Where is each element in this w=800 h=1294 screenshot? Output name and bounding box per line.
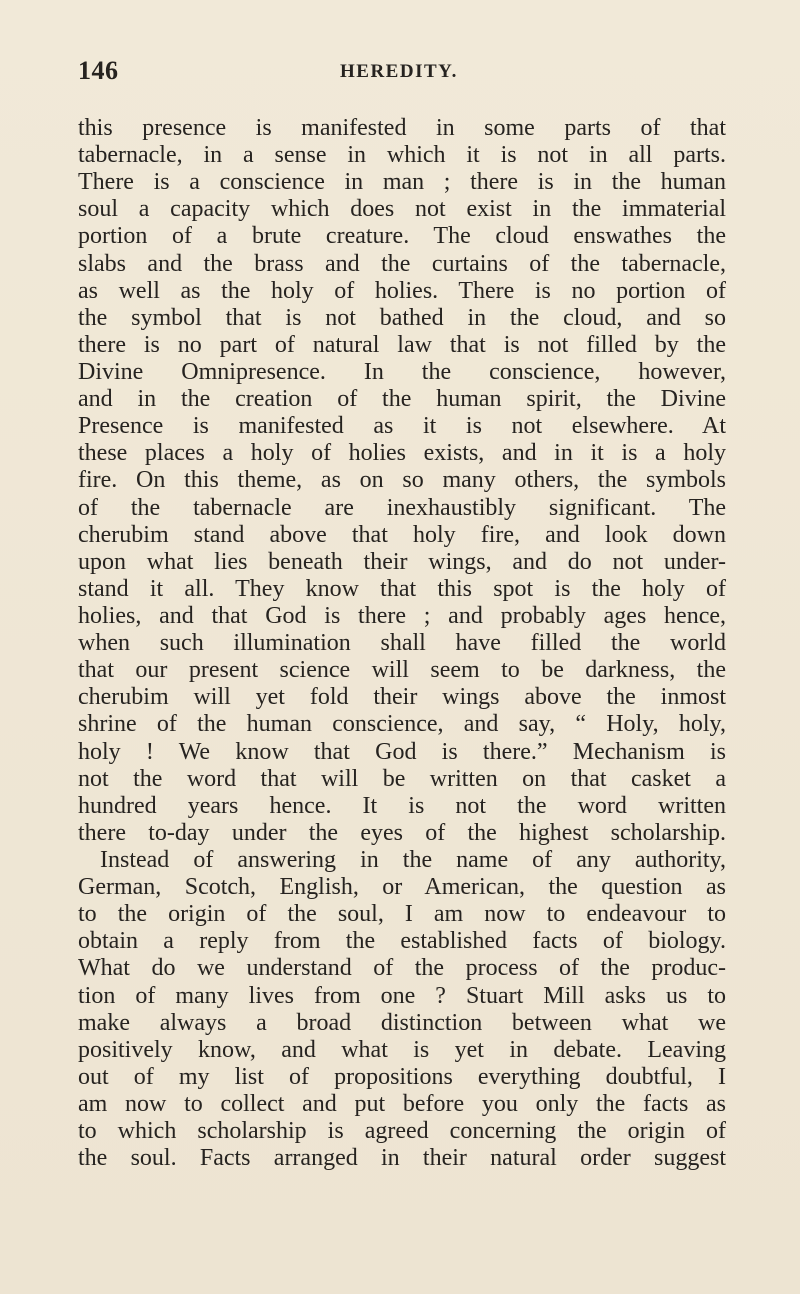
text-line: out of my list of propositions everything doubtful, I bbox=[78, 1063, 726, 1090]
text-line: holies, and that God is there ; and probably ages hence, bbox=[78, 602, 726, 629]
body-text bbox=[78, 115, 726, 1172]
text-line: the soul. Facts arranged in their natural order suggest bbox=[78, 1145, 726, 1172]
text-line: Divine Omnipresence. In the conscience, however, bbox=[78, 358, 726, 385]
text-line: Presence is manifested as it is not elsewhere. At bbox=[78, 413, 726, 440]
text-line: cherubim stand above that holy fire, and look down bbox=[78, 521, 726, 548]
text-line: positively know, and what is yet in debate. Leaving bbox=[78, 1036, 726, 1063]
text-line: cherubim will yet fold their wings above the inmost bbox=[78, 684, 726, 711]
paragraph-first-line: Instead of answering in the name of any authority, bbox=[100, 846, 726, 873]
text-line: when such illumination shall have filled the world bbox=[78, 630, 726, 657]
text-line: shrine of the human conscience, and say, “ Holy, holy, bbox=[78, 711, 726, 738]
text-line: the symbol that is not bathed in the cloud, and so bbox=[78, 304, 726, 331]
text-line: there is no part of natural law that is not filled by the bbox=[78, 331, 726, 358]
text-line: to the origin of the soul, I am now to endeavour to bbox=[78, 901, 726, 928]
text-line: portion of a brute creature. The cloud enswathes the bbox=[78, 223, 726, 250]
text-line: to which scholarship is agreed concerning the origin of bbox=[78, 1118, 726, 1145]
text-line: tion of many lives from one ? Stuart Mill asks us to bbox=[78, 982, 726, 1009]
page-header bbox=[78, 56, 726, 90]
text-line: obtain a reply from the established facts of biology. bbox=[78, 928, 726, 955]
text-line: slabs and the brass and the curtains of the tabernacle, bbox=[78, 250, 726, 277]
text-line: make always a broad distinction between what we bbox=[78, 1009, 726, 1036]
text-line: German, Scotch, English, or American, the question as bbox=[78, 874, 726, 901]
text-line: holy ! We know that God is there.” Mechanism is bbox=[78, 738, 726, 765]
text-line: these places a holy of holies exists, and in it is a holy bbox=[78, 440, 726, 467]
text-line: there to-day under the eyes of the highest scholarship. bbox=[78, 819, 726, 846]
text-line: not the word that will be written on that casket a bbox=[78, 765, 726, 792]
text-line: stand it all. They know that this spot is the holy of bbox=[78, 575, 726, 602]
text-line: fire. On this theme, as on so many others, the symbols bbox=[78, 467, 726, 494]
text-line: this presence is manifested in some parts of that bbox=[78, 115, 726, 141]
text-line: What do we understand of the process of the produc- bbox=[78, 955, 726, 982]
text-line: and in the creation of the human spirit, the Divine bbox=[78, 386, 726, 413]
page-number: 146 bbox=[78, 56, 119, 85]
text-line: tabernacle, in a sense in which it is not in all parts. bbox=[78, 142, 726, 169]
text-line: There is a conscience in man ; there is in the human bbox=[78, 169, 726, 196]
text-line: upon what lies beneath their wings, and do not under- bbox=[78, 548, 726, 575]
text-line: hundred years hence. It is not the word written bbox=[78, 792, 726, 819]
text-line: soul a capacity which does not exist in the immaterial bbox=[78, 196, 726, 223]
text-line: of the tabernacle are inexhaustibly significant. The bbox=[78, 494, 726, 521]
running-head: HEREDITY. bbox=[340, 61, 458, 82]
text-line: as well as the holy of holies. There is no portion of bbox=[78, 277, 726, 304]
text-line: that our present science will seem to be darkness, the bbox=[78, 657, 726, 684]
text-line: am now to collect and put before you only the facts as bbox=[78, 1090, 726, 1117]
